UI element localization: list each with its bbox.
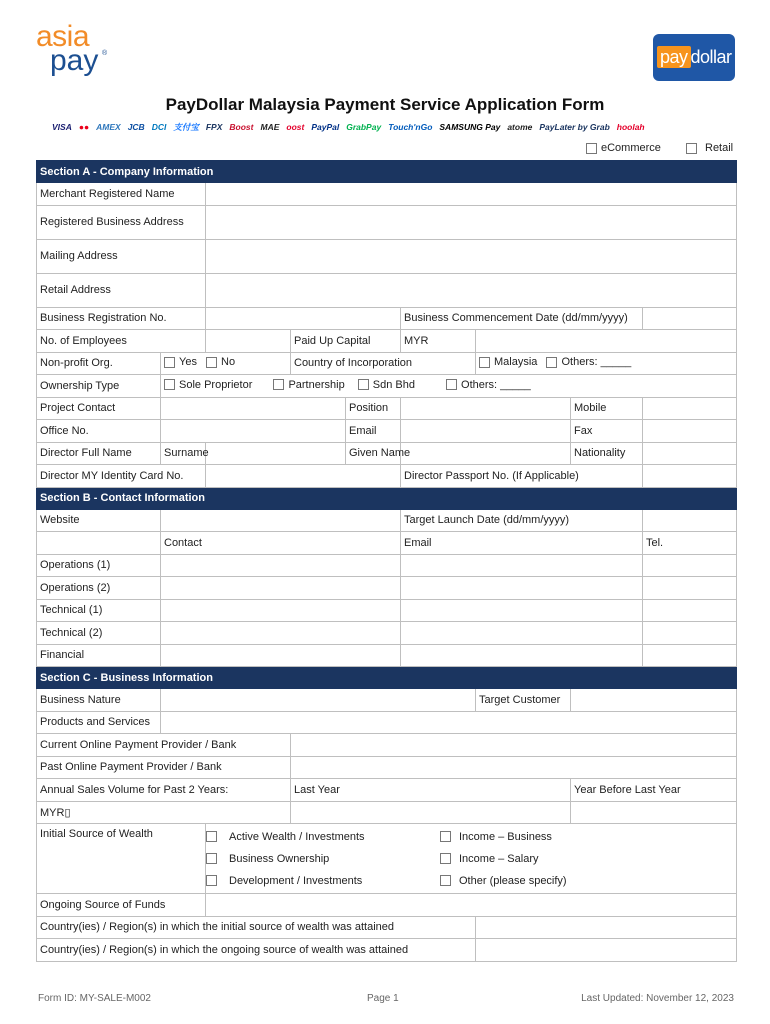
ownership-others-option[interactable]: [446, 379, 531, 391]
wealth-option[interactable]: [440, 826, 567, 848]
section-c-header: Section C - Business Information: [37, 667, 737, 689]
currency-label: MYR: [401, 330, 476, 353]
products-field[interactable]: [161, 711, 737, 734]
contact-email-field[interactable]: [401, 577, 643, 600]
ownership-others-label: Others: _____: [461, 378, 531, 391]
email-label: Email: [346, 420, 401, 443]
partnership-option[interactable]: [273, 379, 344, 391]
fax-label: Fax: [571, 420, 643, 443]
section-a-header: Section A - Company Information: [37, 161, 737, 183]
contact-email-field[interactable]: [401, 644, 643, 667]
wealth-option-label: Income – Salary: [459, 852, 539, 865]
wealth-option[interactable]: [440, 870, 567, 892]
reg-no-field[interactable]: [206, 307, 401, 330]
mobile-field[interactable]: [643, 397, 737, 420]
payment-brand-logo: AMEX: [96, 122, 121, 132]
commencement-date-label: Business Commencement Date (dd/mm/yyyy): [401, 307, 643, 330]
tel-column-header: Tel.: [643, 532, 737, 555]
country-ongoing-field[interactable]: [476, 939, 737, 962]
last-year-label: Last Year: [291, 779, 571, 802]
retail-address-field[interactable]: [206, 273, 737, 307]
retail-label: Retail: [705, 142, 734, 154]
target-customer-field[interactable]: [571, 689, 737, 712]
contact-row: [37, 554, 737, 577]
merchant-name-label: Merchant Registered Name: [37, 183, 206, 206]
mailing-address-field[interactable]: [206, 239, 737, 273]
director-passport-label: Director Passport No. (If Applicable): [401, 465, 643, 488]
email-field[interactable]: [401, 420, 571, 443]
malaysia-option[interactable]: [479, 356, 537, 368]
wealth-checkbox[interactable]: [206, 875, 217, 886]
contact-row: [37, 577, 737, 600]
website-field[interactable]: [161, 509, 401, 532]
yes-label: Yes: [179, 356, 197, 368]
merchant-name-field[interactable]: [206, 183, 737, 206]
paid-up-capital-field[interactable]: [476, 330, 737, 353]
payment-brand-logo: GrabPay: [346, 122, 382, 132]
nationality-field[interactable]: [643, 442, 737, 465]
last-year-field[interactable]: [291, 801, 571, 824]
mobile-label: Mobile: [571, 397, 643, 420]
wealth-option[interactable]: [440, 848, 567, 870]
contact-row-label: Operations (1): [37, 554, 161, 577]
payment-brand-logo: Touch'nGo: [388, 122, 433, 132]
contact-name-field[interactable]: [161, 622, 401, 645]
wealth-option-label: Active Wealth / Investments: [229, 830, 365, 843]
contact-row: [37, 644, 737, 667]
payment-brand-logo: FPX: [205, 122, 223, 132]
sole-proprietor-checkbox[interactable]: [164, 379, 175, 390]
paydollar-logo: [653, 34, 735, 81]
project-contact-field[interactable]: [161, 397, 346, 420]
surname-label: Surname: [161, 442, 206, 465]
sole-proprietor-label: Sole Proprietor: [179, 378, 253, 391]
payment-brand-logo: hoolah: [616, 122, 645, 132]
nationality-label: Nationality: [571, 442, 643, 465]
current-provider-field[interactable]: [291, 734, 737, 757]
launch-date-field[interactable]: [643, 509, 737, 532]
contact-row-label: Operations (2): [37, 577, 161, 600]
contact-tel-field[interactable]: [643, 577, 737, 600]
contact-name-field[interactable]: [161, 644, 401, 667]
wealth-checkbox[interactable]: [440, 831, 451, 842]
email-column-header: Email: [401, 532, 643, 555]
given-name-field[interactable]: [401, 442, 571, 465]
non-profit-yes-option[interactable]: [164, 356, 197, 368]
director-name-label: Director Full Name: [37, 442, 161, 465]
paydollar-logo-dollar: dollar: [690, 47, 732, 67]
contact-email-field[interactable]: [401, 554, 643, 577]
non-profit-yes-checkbox[interactable]: [164, 357, 175, 368]
contact-email-field[interactable]: [401, 622, 643, 645]
office-no-field[interactable]: [161, 420, 346, 443]
paid-up-capital-label: Paid Up Capital: [291, 330, 401, 353]
country-others-checkbox[interactable]: [546, 357, 557, 368]
registered-address-field[interactable]: [206, 205, 737, 239]
form-id: Form ID: MY-SALE-M002: [38, 993, 151, 1004]
no-label: No: [221, 356, 236, 368]
ownership-label: Ownership Type: [37, 375, 161, 398]
form-title: PayDollar Malaysia Payment Service Application Form: [165, 95, 605, 114]
fax-field[interactable]: [643, 420, 737, 443]
surname-field[interactable]: [206, 442, 346, 465]
registered-mark: ®: [102, 50, 108, 57]
director-ic-label: Director MY Identity Card No.: [37, 465, 206, 488]
year-before-label: Year Before Last Year: [571, 779, 737, 802]
wealth-option[interactable]: [206, 848, 440, 870]
contact-tel-field[interactable]: [643, 622, 737, 645]
wealth-checkbox[interactable]: [440, 853, 451, 864]
office-no-label: Office No.: [37, 420, 161, 443]
wealth-option[interactable]: [206, 870, 440, 892]
partnership-checkbox[interactable]: [273, 379, 284, 390]
asiapay-logo: [36, 22, 116, 82]
payment-brand-logo: PayPal: [311, 122, 340, 132]
employees-label: No. of Employees: [37, 330, 206, 353]
payment-brand-logo: atome: [507, 122, 533, 132]
payment-brand-logo: JCB: [127, 122, 145, 132]
sdn-bhd-checkbox[interactable]: [358, 379, 369, 390]
ongoing-funds-label: Ongoing Source of Funds: [37, 894, 206, 917]
sdn-bhd-option[interactable]: [358, 379, 415, 391]
contact-name-field[interactable]: [161, 577, 401, 600]
contact-tel-field[interactable]: [643, 554, 737, 577]
myr-label: MYR▯: [37, 801, 291, 824]
contact-column-header: Contact: [161, 532, 401, 555]
country-initial-field[interactable]: [476, 916, 737, 939]
payment-brand-logo: 支付宝: [173, 122, 199, 132]
payment-brand-logo: SAMSUNG Pay: [439, 122, 501, 132]
director-passport-field[interactable]: [643, 465, 737, 488]
target-customer-label: Target Customer: [476, 689, 571, 712]
contact-row-label: Technical (2): [37, 622, 161, 645]
payment-brand-logo: Boost: [229, 122, 254, 132]
past-provider-label: Past Online Payment Provider / Bank: [37, 756, 291, 779]
wealth-checkbox[interactable]: [206, 853, 217, 864]
payment-brand-logo: PayLater by Grab: [539, 122, 610, 132]
registered-address-label: Registered Business Address: [37, 205, 206, 239]
position-field[interactable]: [401, 397, 571, 420]
contact-tel-field[interactable]: [643, 599, 737, 622]
non-profit-label: Non-profit Org.: [37, 352, 161, 375]
payment-brand-logo: oost: [286, 122, 305, 132]
launch-date-label: Target Launch Date (dd/mm/yyyy): [401, 509, 643, 532]
last-updated: Last Updated: November 12, 2023: [581, 993, 734, 1004]
malaysia-checkbox[interactable]: [479, 357, 490, 368]
wealth-option-label: Income – Business: [459, 830, 552, 843]
country-others-option[interactable]: [546, 356, 631, 368]
payment-brands-strip: [52, 119, 722, 135]
country-ongoing-label: Country(ies) / Region(s) in which the ongoing source of wealth was attained: [37, 939, 476, 962]
website-label: Website: [37, 509, 161, 532]
employees-field[interactable]: [206, 330, 291, 353]
reg-no-label: Business Registration No.: [37, 307, 206, 330]
wealth-option-label: Business Ownership: [229, 852, 330, 865]
business-nature-field[interactable]: [161, 689, 476, 712]
past-provider-field[interactable]: [291, 756, 737, 779]
contact-table-corner: [37, 532, 161, 555]
contact-row-label: Technical (1): [37, 599, 161, 622]
position-label: Position: [346, 397, 401, 420]
asiapay-logo-text-pay: pay: [50, 44, 99, 77]
payment-brand-logo: ●●: [78, 122, 90, 132]
paydollar-logo-pay: pay: [657, 46, 691, 68]
retail-option[interactable]: [686, 142, 733, 154]
retail-checkbox[interactable]: [686, 143, 697, 154]
initial-wealth-label: Initial Source of Wealth: [37, 824, 206, 894]
wealth-option-label: Development / Investments: [229, 874, 363, 887]
contact-name-field[interactable]: [161, 554, 401, 577]
current-provider-label: Current Online Payment Provider / Bank: [37, 734, 291, 757]
country-inc-label: Country of Incorporation: [291, 352, 476, 375]
contact-row: [37, 622, 737, 645]
page-number: Page 1: [367, 993, 399, 1004]
wealth-option[interactable]: [206, 826, 440, 848]
ecommerce-option[interactable]: [586, 142, 661, 154]
ecommerce-checkbox[interactable]: [586, 143, 597, 154]
country-initial-label: Country(ies) / Region(s) in which the initial source of wealth was attained: [37, 916, 476, 939]
partnership-label: Partnership: [288, 378, 345, 391]
section-b-header: Section B - Contact Information: [37, 487, 737, 509]
wealth-checkbox[interactable]: [440, 875, 451, 886]
mailing-address-label: Mailing Address: [37, 239, 206, 273]
sales-volume-label: Annual Sales Volume for Past 2 Years:: [37, 779, 291, 802]
project-contact-label: Project Contact: [37, 397, 161, 420]
ecommerce-label: eCommerce: [601, 142, 661, 154]
payment-brand-logo: VISA: [52, 122, 72, 132]
asiapay-logo-text-asia: asia: [36, 20, 90, 53]
sole-proprietor-option[interactable]: [164, 379, 252, 391]
director-ic-field[interactable]: [206, 465, 401, 488]
products-label: Products and Services: [37, 711, 161, 734]
retail-address-label: Retail Address: [37, 273, 206, 307]
non-profit-no-option[interactable]: [206, 356, 235, 368]
contact-tel-field[interactable]: [643, 644, 737, 667]
contact-name-field[interactable]: [161, 599, 401, 622]
ongoing-funds-field[interactable]: [206, 894, 737, 917]
country-others-label: Others: _____: [561, 356, 632, 368]
year-before-field[interactable]: [571, 801, 737, 824]
malaysia-label: Malaysia: [494, 356, 538, 368]
wealth-checkbox[interactable]: [206, 831, 217, 842]
contact-row: [37, 599, 737, 622]
payment-brand-logo: DCI: [151, 122, 167, 132]
wealth-option-label: Other (please specify): [459, 874, 567, 887]
contact-email-field[interactable]: [401, 599, 643, 622]
business-nature-label: Business Nature: [37, 689, 161, 712]
ownership-others-checkbox[interactable]: [446, 379, 457, 390]
contact-row-label: Financial: [37, 644, 161, 667]
given-name-label: Given Name: [346, 442, 401, 465]
commencement-date-field[interactable]: [643, 307, 737, 330]
sdn-bhd-label: Sdn Bhd: [372, 378, 415, 391]
application-form-table: [36, 160, 737, 962]
non-profit-no-checkbox[interactable]: [206, 357, 217, 368]
payment-brand-logo: MAE: [260, 122, 280, 132]
